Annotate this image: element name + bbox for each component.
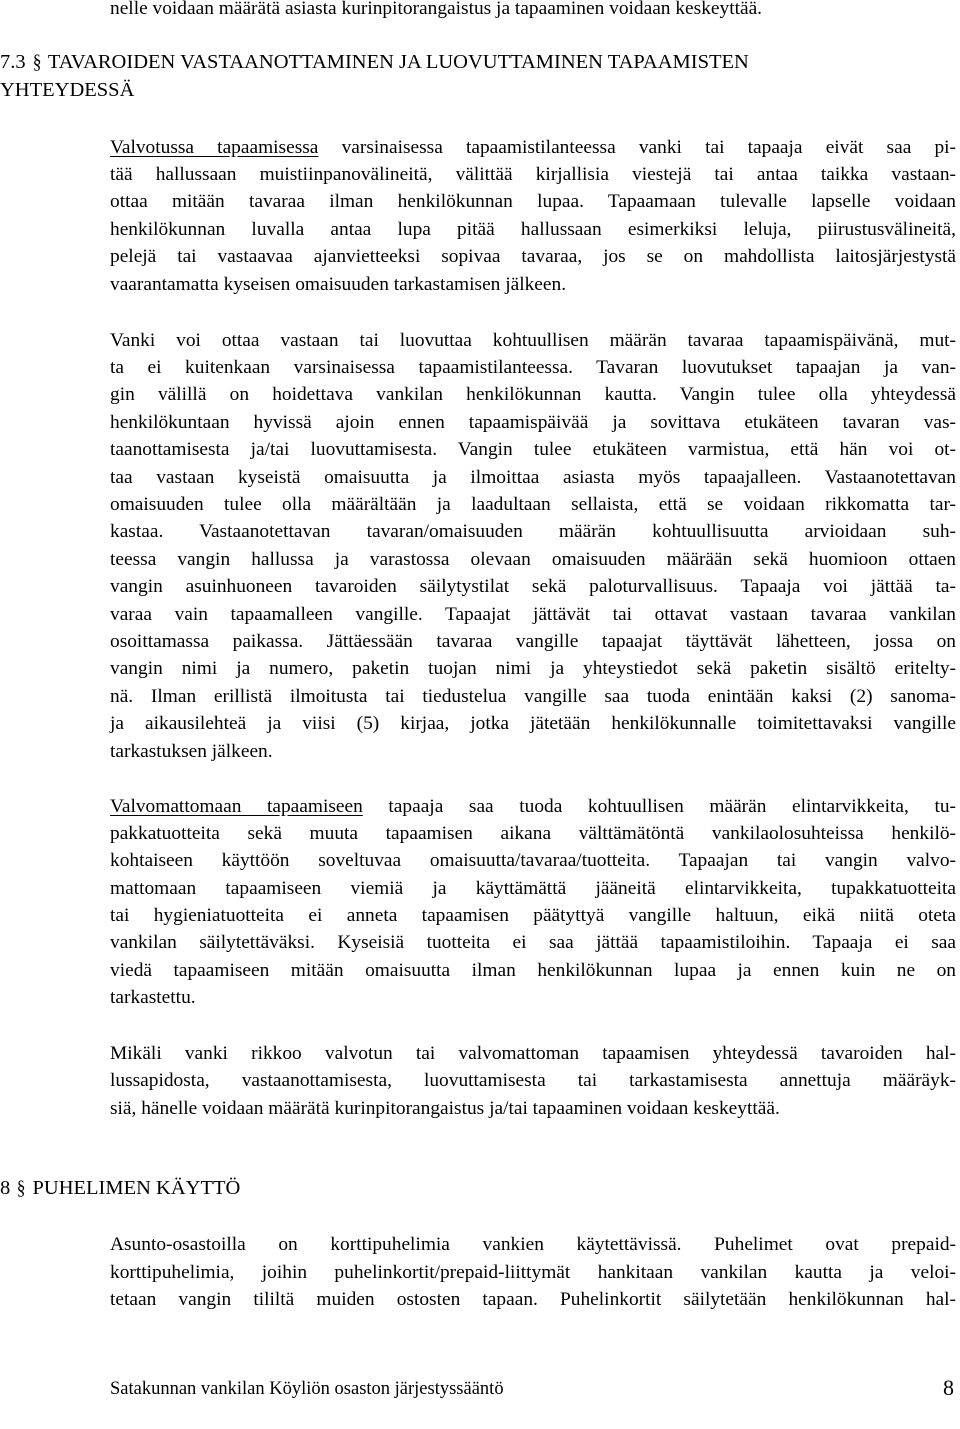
section-title: PUHELIMEN KÄYTTÖ (32, 1177, 241, 1199)
paragraph-line: ja aikausilehteä ja viisi (5) kirjaa, jotka jätetään henkilökunnalle toimitettavaksi vangille (110, 713, 956, 734)
paragraph-line: Vanki voi ottaa vastaan tai luovuttaa kohtuullisen määrän tavaraa tapaamispäivänä, mut- (110, 330, 956, 351)
paragraph-line: tai hygieniatuotteita ei anneta tapaamisen päätyttyä vangille haltuun, eikä niitä oteta (110, 905, 956, 926)
continuation-line: nelle voidaan määrätä asiasta kurinpitorangaistus ja tapaaminen voidaan keskeyttää. (110, 0, 763, 19)
paragraph-line: ottaa mitään tavaraa ilman henkilökunnan lupaa. Tapaamaan tulevalle lapselle voidaan (110, 191, 956, 212)
paragraph-line: viedä tapaamiseen mitään omaisuutta ilman henkilökunnan lupaa ja ennen kuin ne on (110, 960, 956, 981)
paragraph-line: nä. Ilman erillistä ilmoitusta tai tiedustelua vangille saa tuoda enintään kaksi (2) sanoma- (110, 686, 956, 707)
paragraph-line: varaa vain tapaamalleen vangille. Tapaajat jättävät tai ottavat vastaan tavaraa vankilan (110, 604, 956, 625)
paragraph-line: henkilökuntaan hyvissä ajoin ennen tapaamispäivää ja sovittava etukäteen tavaran vas- (110, 412, 956, 433)
paragraph-line: ta ei kuitenkaan varsinaisessa tapaamistilanteessa. Tavaran luovutukset tapaajan ja van- (110, 357, 956, 378)
paragraph-line: teessa vangin hallussa ja varastossa olevaan omaisuuden määrään sekä huomioon ottaen (110, 549, 956, 570)
paragraph-line: tarkastuksen jälkeen. (110, 741, 273, 762)
paragraph-line: tää hallussaan muistiinpanovälineitä, välittää kirjallisia viestejä tai antaa taikka vastaan- (110, 164, 956, 185)
paragraph-line: osoittamassa paikassa. Jättäessään tavaraa vangille tapaajat täyttävät lähetteen, jossa on (110, 631, 956, 652)
paragraph-line: vaarantamatta kyseisen omaisuuden tarkastamisen jälkeen. (110, 274, 567, 295)
paragraph-line: gin välillä on hoidettava vankilan henkilökunnan kautta. Vangin tulee olla yhteydessä (110, 384, 956, 405)
page-number: 8 (943, 1375, 954, 1400)
paragraph-line: siä, hänelle voidaan määrätä kurinpitorangaistus ja/tai tapaaminen voidaan keskeyttää. (110, 1098, 780, 1119)
paragraph-line: taa vastaan kyseistä omaisuutta ja ilmoittaa asiasta myös tapaajalleen. Vastaanotettavan (110, 467, 956, 488)
section-title-continuation: YHTEYDESSÄ (0, 79, 135, 101)
paragraph-line: vangin nimi ja numero, paketin tuojan nimi ja yhteystiedot sekä paketin sisältö eritelty- (110, 658, 956, 679)
paragraph-line: taanottamisesta ja/tai luovuttamisesta. Vangin tulee etukäteen varmistua, että hän voi ot- (110, 439, 956, 460)
paragraph-1-line-1: Valvotussa tapaamisessa varsinaisessa tapaamistilanteessa vanki tai tapaaja eivät saa pi- (110, 137, 957, 158)
paragraph-line: korttipuhelimia, joihin puhelinkortit/prepaid-liittymät hankitaan vankilan kautta ja veloi- (110, 1262, 956, 1283)
paragraph-line: kastaa. Vastaanotettavan tavaran/omaisuuden määrän kohtuullisuutta arvioidaan suh- (110, 521, 956, 542)
section-heading-8 (0, 1175, 240, 1202)
paragraph-line: tetaan vangin tililtä muiden ostosten tapaan. Puhelinkortit säilytetään henkilökunnan hal- (110, 1289, 956, 1310)
paragraph-line: henkilökunnan luvalla antaa lupa pitää hallussaan esimerkiksi leluja, piirustusvälineitä, (110, 219, 956, 240)
paragraph-line: omaisuuden tulee olla määrältään ja laadultaan sellaista, että se voidaan rikkomatta tar- (110, 494, 956, 515)
section-heading-7-3 (0, 49, 749, 76)
section-sign: § (32, 51, 42, 73)
section-number: 7.3 (0, 51, 26, 73)
paragraph-line: Asunto-osastoilla on korttipuhelimia vankien käytettävissä. Puhelimet ovat prepaid- (110, 1234, 956, 1255)
paragraph-line: pakkatuotteita sekä muuta tapaamisen aikana välttämätöntä vankilaolosuhteissa henkilö- (110, 823, 956, 844)
paragraph-line: vangin asuinhuoneen tavaroiden säilytystilat sekä paloturvallisuus. Tapaaja voi jättää ta- (110, 576, 956, 597)
paragraph-line: lussapidosta, vastaanottamisesta, luovuttamisesta tai tarkastamisesta annettuja määräyk- (110, 1070, 956, 1091)
section-number: 8 (0, 1177, 11, 1199)
paragraph-line: tarkastettu. (110, 987, 196, 1008)
underlined-term: Valvomattomaan tapaamiseen (110, 796, 363, 817)
paragraph-3-line-1: Valvomattomaan tapaamiseen tapaaja saa tuoda kohtuullisen määrän elintarvikkeita, tu- (110, 796, 956, 817)
paragraph-line: Mikäli vanki rikkoo valvotun tai valvomattoman tapaamisen yhteydessä tavaroiden hal- (110, 1043, 956, 1064)
section-sign: § (17, 1177, 26, 1199)
section-title: TAVAROIDEN VASTAANOTTAMINEN JA LUOVUTTAMINEN TAPAAMISTEN (47, 51, 749, 73)
paragraph-line: pelejä tai vastaavaa ajanvietteeksi sopivaa tavaraa, jos se on mahdollista laitosjärjestystä (110, 246, 956, 267)
footer-text: Satakunnan vankilan Köyliön osaston järjestyssääntö (110, 1379, 504, 1399)
paragraph-line: kohtaiseen käyttöön soveltuvaa omaisuutta/tavaraa/tuotteita. Tapaajan tai vangin valvo- (110, 850, 956, 871)
paragraph-line: vankilan säilytettäväksi. Kyseisiä tuotteita ei saa jättää tapaamistiloihin. Tapaaja ei saa (110, 932, 956, 953)
underlined-term: Valvotussa tapaamisessa (110, 137, 319, 158)
paragraph-line: mattomaan tapaamiseen viemiä ja käyttämättä jääneitä elintarvikkeita, tupakkatuotteita (110, 878, 956, 899)
